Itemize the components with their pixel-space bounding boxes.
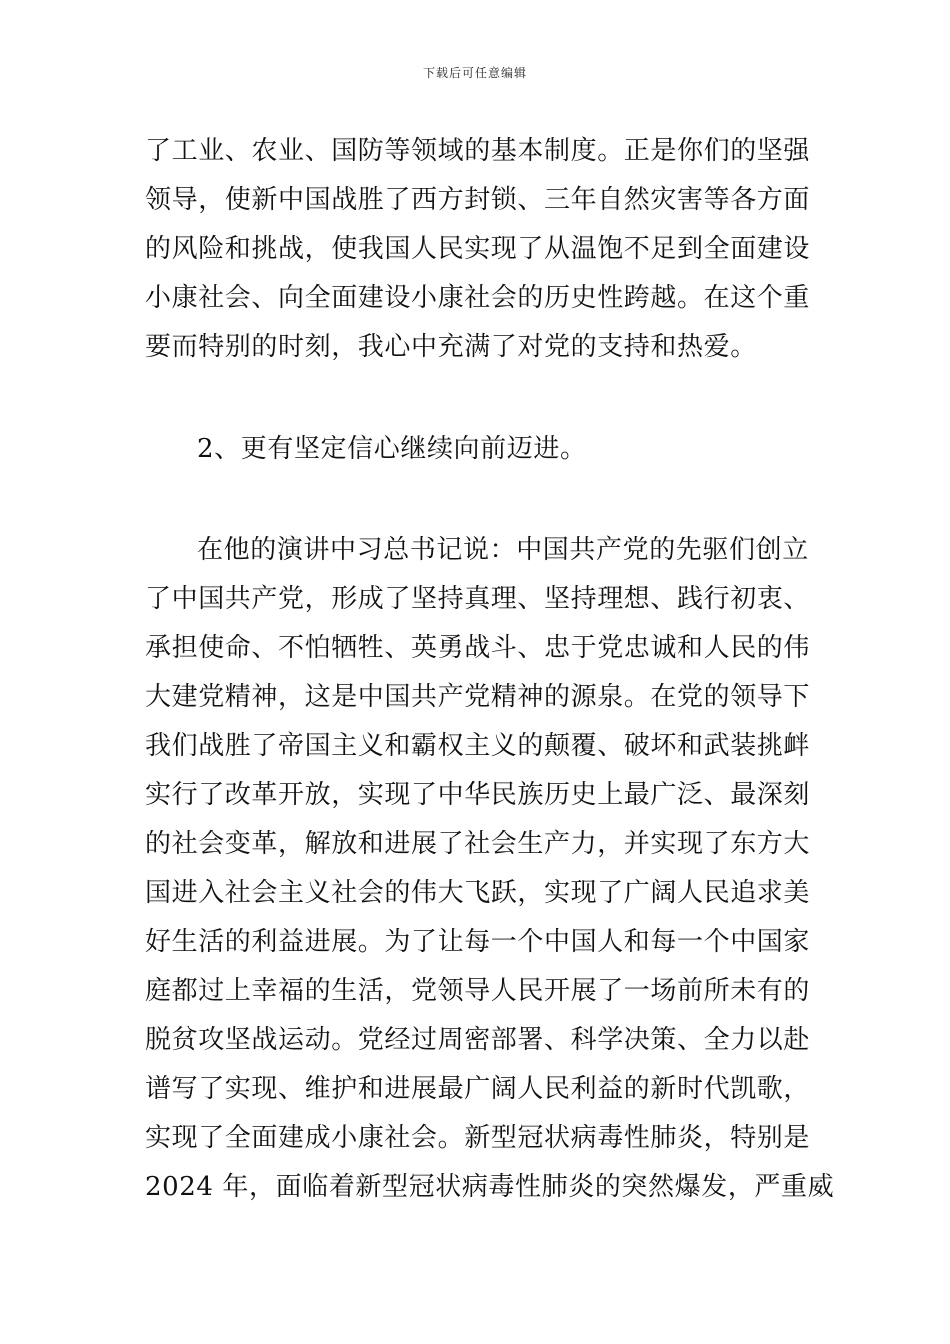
- paragraph-3-line-4: 大建党精神，这是中国共产党精神的源泉。在党的领导下: [145, 682, 811, 712]
- paragraph-3-line-8: 国进入社会主义社会的伟大飞跃，实现了广阔人民追求美: [145, 878, 811, 908]
- paragraph-1-line-2: 领导，使新中国战胜了西方封锁、三年自然灾害等各方面: [145, 185, 811, 215]
- paragraph-3-line-10: 庭都过上幸福的生活，党领导人民开展了一场前所未有的: [145, 976, 811, 1006]
- paragraph-3-line-9: 好生活的利益进展。为了让每一个中国人和每一个中国家: [145, 927, 811, 957]
- paragraph-3-line-6: 实行了改革开放，实现了中华民族历史上最广泛、最深刻: [145, 780, 811, 810]
- section-heading: 2、更有坚定信心继续向前迈进。: [197, 434, 587, 464]
- paragraph-3-line-1: 在他的演讲中习总书记说：中国共产党的先驱们创立: [197, 535, 809, 565]
- paragraph-3-line-14: 2024 年，面临着新型冠状病毒性肺炎的突然爆发，严重威: [145, 1172, 835, 1202]
- paragraph-1-line-1: 了工业、农业、国防等领域的基本制度。正是你们的坚强: [145, 136, 811, 166]
- page-header: 下载后可任意编辑: [422, 66, 527, 80]
- paragraph-3-line-13: 实现了全面建成小康社会。新型冠状病毒性肺炎，特别是: [145, 1123, 811, 1153]
- paragraph-3-line-5: 我们战胜了帝国主义和霸权主义的颠覆、破坏和武装挑衅: [145, 731, 811, 761]
- paragraph-3-line-3: 承担使命、不怕牺牲、英勇战斗、忠于党忠诚和人民的伟: [145, 633, 811, 663]
- paragraph-3-line-2: 了中国共产党，形成了坚持真理、坚持理想、践行初衷、: [145, 584, 811, 614]
- paragraph-3-line-11: 脱贫攻坚战运动。党经过周密部署、科学决策、全力以赴: [145, 1025, 811, 1055]
- paragraph-3-line-7: 的社会变革，解放和进展了社会生产力，并实现了东方大: [145, 829, 811, 859]
- paragraph-1-line-3: 的风险和挑战，使我国人民实现了从温饱不足到全面建设: [145, 234, 811, 264]
- paragraph-1-line-5: 要而特别的时刻，我心中充满了对党的支持和热爱。: [145, 332, 757, 362]
- paragraph-3-line-12: 谱写了实现、维护和进展最广阔人民利益的新时代凯歌，: [145, 1074, 811, 1104]
- paragraph-1-line-4: 小康社会、向全面建设小康社会的历史性跨越。在这个重: [145, 283, 811, 313]
